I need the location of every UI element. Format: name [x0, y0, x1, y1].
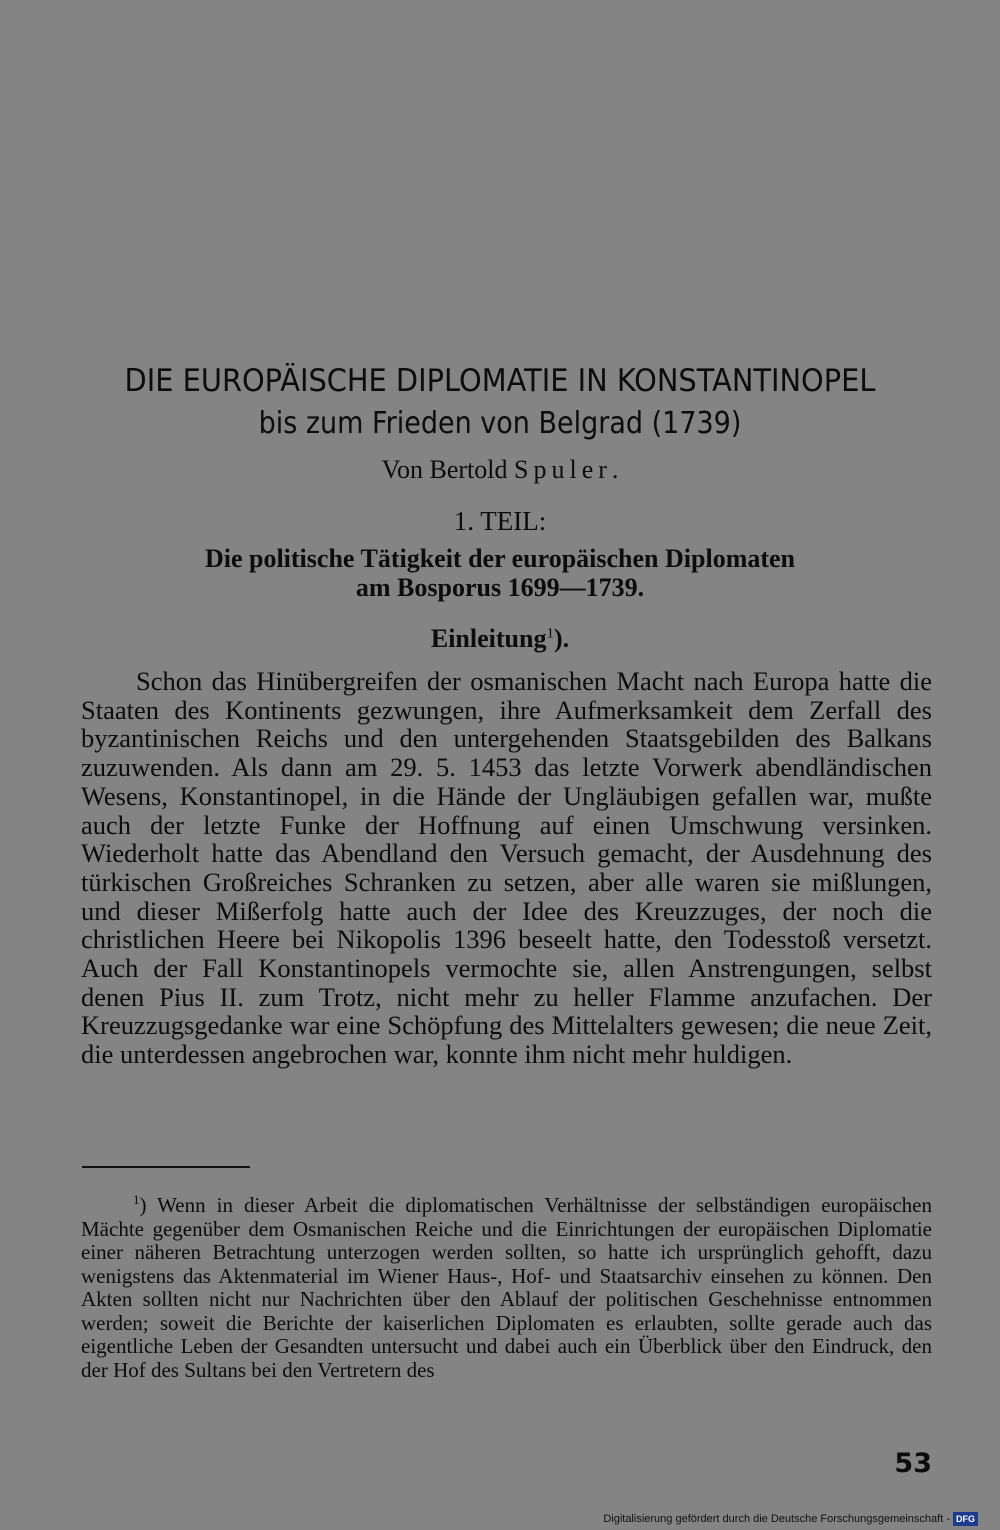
page-number: 53 — [894, 1448, 932, 1479]
part-label: 1. TEIL: — [453, 506, 547, 536]
article-title: DIE EUROPÄISCHE DIPLOMATIE IN KONSTANTINOPEL — [124, 363, 876, 399]
byline-prefix: Von Bertold — [381, 455, 508, 484]
body-paragraph: Schon das Hinübergreifen der osmanischen Macht nach Europa hatte die Staaten des Kontinents gezwungen, ihre Aufmerksamkeit dem Zerfall des byzantinischen Reichs und den untergehenden Staatsgebilden des Balkans zuzuwenden. Als dann am 29. 5. 1453 das letzte Vorwerk abendländischen Wesens, Konstantinopel, in die Hände der Ungläubigen gefallen war, mußte auch der letzte Funke der Hoffnung auf einen Umschwung versinken. Wiederholt hatte das Abendland den Versuch gemacht, der Ausdehnung des türkischen Großreiches Schranken zu setzen, aber alle waren sie mißlungen, und dieser Mißerfolg hatte auch der Idee des Kreuzzuges, der noch die christlichen Heere bei Nikopolis 1396 beseelt hatte, den Todesstoß versetzt. Auch der Fall Konstantinopels vermochte sie, allen Anstrengungen, selbst denen Pius II. zum Trotz, nicht mehr zu heller Flamme anzufachen. Der Kreuzzugsgedanke war eine Schöpfung des Mittelalters gewesen; die neue Zeit, die unterdessen angebrochen war, konnte ihm nicht mehr huldigen. — [81, 666, 932, 1070]
section-heading-text: Einleitung — [430, 624, 547, 653]
part-subtitle-line1: Die politische Tätigkeit der europäischen Diplomaten — [204, 544, 796, 573]
section-heading-suffix: ). — [553, 624, 570, 653]
footnote-marker: 1 — [133, 1192, 140, 1207]
funding-notice-text: Digitalisierung gefördert durch die Deutsche Forschungsgemeinschaft - — [603, 1513, 950, 1525]
byline-suffix: . — [611, 455, 619, 484]
footnote — [81, 1188, 932, 1382]
dfg-logo-icon: DFG — [953, 1512, 978, 1526]
part-subtitle — [0, 544, 1000, 602]
part-subtitle-line2: am Bosporus 1699—1739. — [355, 573, 645, 602]
footnote-divider — [82, 1166, 250, 1168]
footnote-reference: 1 — [546, 625, 554, 642]
byline-author: Spuler — [514, 455, 612, 484]
section-heading — [0, 624, 1000, 654]
byline — [0, 455, 1000, 485]
funding-notice — [603, 1512, 978, 1526]
article-subtitle: bis zum Frieden von Belgrad (1739) — [258, 406, 742, 441]
footnote-text: Wenn in dieser Arbeit die diplomatischen Verhältnisse der selbständigen europäischen Mächte gegenüber dem Osmanischen Reiche und die Einrichtungen der europäischen Diplomatie einer näheren Betrachtung unterzogen werden sollten, so hatte ich ursprünglich gehofft, dazu wenigstens das Aktenmaterial im Wiener Haus-, Hof- und Staatsarchiv einsehen zu können. Den Akten sollten nicht nur Nachrichten über den Ablauf der politischen Geschehnisse entnommen werden; soweit die Berichte der kaiserlichen Diplomaten es erlaubten, sollte gerade auch das eigentliche Leben der Gesandten untersucht und dabei auch ein Überblick über den Eindruck, den der Hof des Sultans bei den Vertretern des — [81, 1193, 932, 1382]
footnote-marker-suffix: ) — [139, 1193, 147, 1217]
